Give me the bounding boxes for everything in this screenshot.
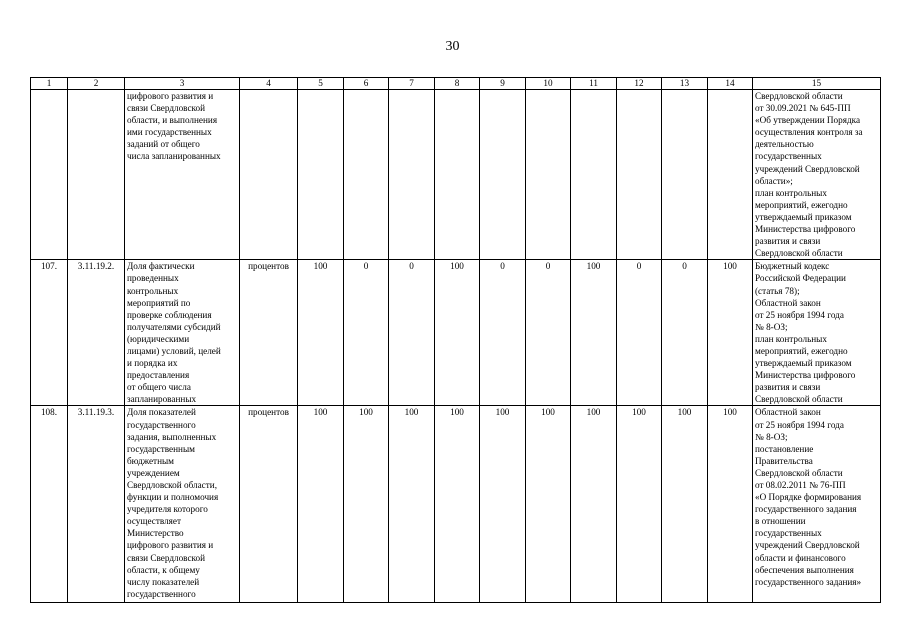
legal-basis-line: Российской Федерации bbox=[755, 273, 846, 284]
legal-basis-line: «О Порядке формирования bbox=[755, 492, 862, 503]
target-value-8: 100 bbox=[435, 260, 480, 406]
unit-of-measure bbox=[240, 90, 298, 260]
indicator-name-line: числа запланированных bbox=[127, 151, 221, 162]
legal-basis-line: мероприятий, ежегодно bbox=[755, 345, 848, 356]
legal-basis-line: государственных bbox=[755, 528, 822, 539]
column-header-14: 14 bbox=[708, 78, 753, 90]
column-header-11: 11 bbox=[571, 78, 617, 90]
indicator-name-line: связи Свердловской bbox=[127, 552, 206, 563]
row-number: 108. bbox=[31, 406, 68, 603]
legal-basis-line: Областной закон bbox=[755, 407, 821, 418]
legal-basis-line: от 08.02.2011 № 76-ПП bbox=[755, 480, 846, 490]
column-header-15: 15 bbox=[753, 78, 881, 90]
indicator-name-line: и порядка их bbox=[127, 358, 178, 369]
legal-basis bbox=[753, 406, 881, 603]
target-value-13 bbox=[662, 90, 708, 260]
legal-basis-line: обеспечения выполнения bbox=[755, 564, 854, 575]
legal-basis-line: Областной закон bbox=[755, 297, 821, 308]
legal-basis-line: государственного задания» bbox=[755, 576, 862, 587]
indicator-name bbox=[125, 406, 240, 603]
legal-basis-line: учреждений Свердловской bbox=[755, 540, 860, 551]
legal-basis-line: № 8-ОЗ; bbox=[755, 321, 788, 332]
target-value-9 bbox=[480, 90, 526, 260]
indicator-name-line: Доля показателей bbox=[127, 407, 196, 418]
legal-basis-line: в отношении bbox=[755, 516, 806, 527]
indicator-name-line: учредителя которого bbox=[127, 504, 208, 515]
target-value-13: 100 bbox=[662, 406, 708, 603]
target-value-12 bbox=[617, 90, 662, 260]
indicator-code: 3.11.19.2. bbox=[68, 260, 125, 406]
column-header-6: 6 bbox=[344, 78, 389, 90]
indicator-name-line: контрольных bbox=[127, 285, 179, 296]
indicator-name-line: проведенных bbox=[127, 273, 179, 284]
column-header-5: 5 bbox=[298, 78, 344, 90]
legal-basis-line: от 25 ноября 1994 года bbox=[755, 419, 844, 430]
legal-basis-line: «Об утверждении Порядка bbox=[755, 115, 861, 126]
legal-basis bbox=[753, 90, 881, 260]
indicator-name-line: Доля фактически bbox=[127, 261, 195, 272]
target-value-14 bbox=[708, 90, 753, 260]
legal-basis-line: мероприятий, ежегодно bbox=[755, 199, 848, 210]
indicator-name-line: учреждением bbox=[127, 467, 180, 478]
target-value-7: 100 bbox=[389, 406, 435, 603]
indicator-name-line: предоставления bbox=[127, 370, 190, 381]
column-header-12: 12 bbox=[617, 78, 662, 90]
target-value-5 bbox=[298, 90, 344, 260]
indicator-code: 3.11.19.3. bbox=[68, 406, 125, 603]
indicator-name-line: (юридическими bbox=[127, 333, 190, 344]
legal-basis-line: Свердловской области bbox=[755, 394, 843, 405]
legal-basis-line: Свердловской области bbox=[755, 91, 843, 101]
legal-basis-line: от 25 ноября 1994 года bbox=[755, 309, 844, 320]
indicator-name-line: государственного bbox=[127, 588, 196, 599]
indicator-name-line: запланированных bbox=[127, 394, 197, 405]
target-value-14: 100 bbox=[708, 406, 753, 603]
legal-basis-line: постановление bbox=[755, 443, 814, 454]
indicator-name-line: Министерство bbox=[127, 528, 184, 539]
legal-basis-line: Министерства цифрового bbox=[755, 224, 856, 235]
legal-basis-line: осуществления контроля за bbox=[755, 127, 863, 138]
legal-basis-line: № 8-ОЗ; bbox=[755, 431, 788, 442]
column-header-4: 4 bbox=[240, 78, 298, 90]
indicator-name-line: задания, выполненных bbox=[127, 431, 217, 442]
legal-basis-line: развития и связи bbox=[755, 382, 821, 393]
target-value-12: 0 bbox=[617, 260, 662, 406]
indicator-name-line: связи Свердловской bbox=[127, 103, 206, 114]
indicator-name-line: области, к общему bbox=[127, 564, 200, 575]
column-header-13: 13 bbox=[662, 78, 708, 90]
legal-basis bbox=[753, 260, 881, 406]
target-value-9: 100 bbox=[480, 406, 526, 603]
indicator-name bbox=[125, 90, 240, 260]
column-header-3: 3 bbox=[125, 78, 240, 90]
page-number: 30 bbox=[445, 39, 460, 54]
legal-basis-line: утверждаемый приказом bbox=[755, 211, 852, 222]
target-value-14: 100 bbox=[708, 260, 753, 406]
legal-basis-line: Правительства bbox=[755, 455, 813, 466]
target-value-10: 0 bbox=[526, 260, 571, 406]
legal-basis-line: государственных bbox=[755, 151, 822, 162]
target-value-5: 100 bbox=[298, 406, 344, 603]
legal-basis-line: развития и связи bbox=[755, 236, 821, 247]
target-value-11: 100 bbox=[571, 260, 617, 406]
indicator-name-line: мероприятий по bbox=[127, 297, 191, 308]
indicator-name-line: Свердловской области, bbox=[127, 480, 217, 490]
legal-basis-line: учреждений Свердловской bbox=[755, 163, 860, 174]
indicator-name-line: заданий от общего bbox=[127, 139, 200, 150]
unit-of-measure: процентов bbox=[240, 260, 298, 406]
unit-of-measure: процентов bbox=[240, 406, 298, 603]
legal-basis-line: план контрольных bbox=[755, 187, 827, 198]
target-value-12: 100 bbox=[617, 406, 662, 603]
indicator-name-line: от общего числа bbox=[127, 382, 191, 393]
table-row bbox=[31, 406, 881, 603]
target-value-8 bbox=[435, 90, 480, 260]
row-number bbox=[31, 90, 68, 260]
indicator-name-line: цифрового развития и bbox=[127, 540, 214, 551]
legal-basis-line: от 30.09.2021 № 645-ПП bbox=[755, 103, 851, 114]
header-row bbox=[31, 78, 881, 90]
column-header-7: 7 bbox=[389, 78, 435, 90]
indicator-name bbox=[125, 260, 240, 406]
legal-basis-line: план контрольных bbox=[755, 333, 827, 344]
row-number: 107. bbox=[31, 260, 68, 406]
target-value-7 bbox=[389, 90, 435, 260]
indicator-name-line: числу показателей bbox=[127, 576, 200, 587]
target-value-5: 100 bbox=[298, 260, 344, 406]
legal-basis-line: Министерства цифрового bbox=[755, 370, 856, 381]
legal-basis-line: Бюджетный кодекс bbox=[755, 261, 830, 272]
column-header-2: 2 bbox=[68, 78, 125, 90]
indicator-name-line: функции и полномочия bbox=[127, 492, 219, 503]
table-row bbox=[31, 90, 881, 260]
legal-basis-line: Свердловской области bbox=[755, 248, 843, 259]
indicator-name-line: лицами) условий, целей bbox=[127, 345, 221, 356]
target-value-6: 0 bbox=[344, 260, 389, 406]
indicator-code bbox=[68, 90, 125, 260]
target-value-6: 100 bbox=[344, 406, 389, 603]
indicator-name-line: проверке соблюдения bbox=[127, 309, 212, 320]
indicators-table bbox=[30, 77, 881, 603]
target-value-7: 0 bbox=[389, 260, 435, 406]
target-value-10: 100 bbox=[526, 406, 571, 603]
indicator-name-line: получателями субсидий bbox=[127, 321, 221, 332]
table-row bbox=[31, 260, 881, 406]
target-value-8: 100 bbox=[435, 406, 480, 603]
column-header-9: 9 bbox=[480, 78, 526, 90]
legal-basis-line: (статья 78); bbox=[755, 285, 800, 296]
target-value-9: 0 bbox=[480, 260, 526, 406]
column-header-1: 1 bbox=[31, 78, 68, 90]
indicator-name-line: государственным bbox=[127, 443, 195, 454]
target-value-6 bbox=[344, 90, 389, 260]
legal-basis-line: области и финансового bbox=[755, 552, 846, 563]
indicator-name-line: бюджетным bbox=[127, 455, 174, 466]
indicator-name-line: осуществляет bbox=[127, 516, 181, 527]
legal-basis-line: Свердловской области bbox=[755, 467, 843, 478]
indicator-name-line: области, и выполнения bbox=[127, 115, 218, 126]
legal-basis-line: области»; bbox=[755, 175, 793, 186]
column-header-8: 8 bbox=[435, 78, 480, 90]
legal-basis-line: деятельностью bbox=[755, 139, 814, 150]
target-value-13: 0 bbox=[662, 260, 708, 406]
legal-basis-line: государственного задания bbox=[755, 504, 857, 515]
target-value-10 bbox=[526, 90, 571, 260]
legal-basis-line: утверждаемый приказом bbox=[755, 358, 852, 369]
indicator-name-line: цифрового развития и bbox=[127, 91, 214, 101]
indicator-name-line: государственного bbox=[127, 419, 196, 430]
column-header-10: 10 bbox=[526, 78, 571, 90]
target-value-11: 100 bbox=[571, 406, 617, 603]
indicator-name-line: ими государственных bbox=[127, 127, 212, 138]
target-value-11 bbox=[571, 90, 617, 260]
